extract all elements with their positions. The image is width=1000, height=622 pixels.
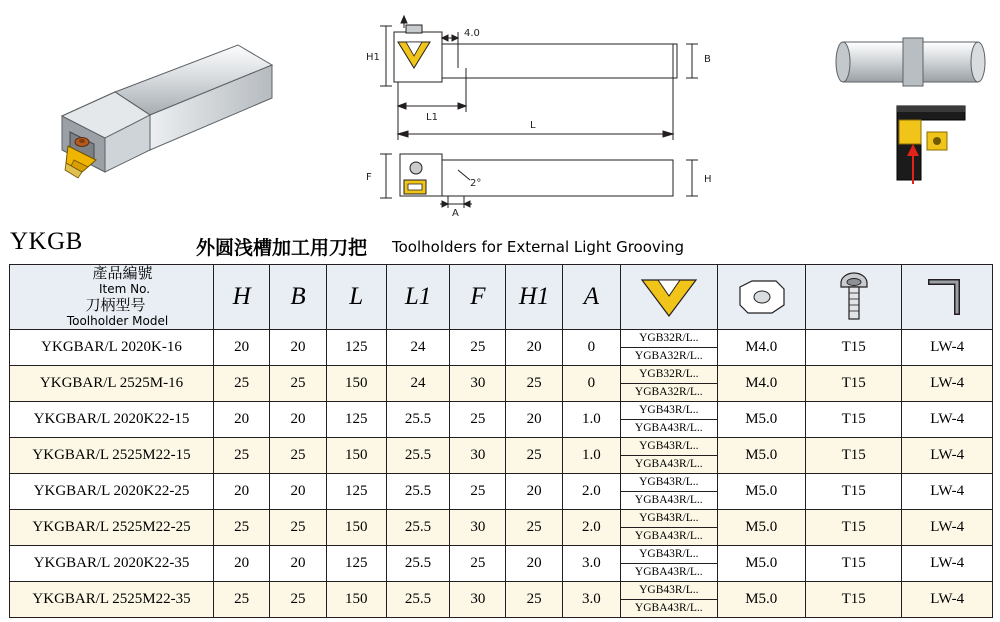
cell-a: 1.0 xyxy=(562,402,620,438)
cell-screw: T15 xyxy=(805,438,901,474)
shim-icon xyxy=(718,265,805,329)
svg-text:B: B xyxy=(704,54,711,65)
cell-insert xyxy=(621,474,717,510)
cell-screw: T15 xyxy=(805,582,901,618)
cell-insert-bottom: YGBA43R/L.. xyxy=(634,601,703,614)
technical-drawing-middle xyxy=(330,8,830,219)
svg-text:2°: 2° xyxy=(470,178,482,189)
cell-insert-top: YGB32R/L.. xyxy=(621,330,716,348)
cell-h1: 25 xyxy=(506,582,562,618)
cell-insert-top: YGB43R/L.. xyxy=(621,438,716,456)
cell-a: 1.0 xyxy=(562,438,620,474)
cell-h: 25 xyxy=(214,438,270,474)
svg-text:L1: L1 xyxy=(426,112,438,123)
cell-screw: T15 xyxy=(805,330,901,366)
cell-l1: 25.5 xyxy=(386,510,449,546)
series-title-chinese: 外圆浅槽加工用刀把 xyxy=(196,237,368,259)
cell-l1: 25.5 xyxy=(386,438,449,474)
cell-insert xyxy=(621,510,717,546)
cell-insert-bottom: YGBA43R/L.. xyxy=(634,421,703,434)
table-row xyxy=(10,474,993,510)
screw-icon xyxy=(806,265,901,329)
cell-model: YKGBAR/L 2525M22-35 xyxy=(10,582,214,618)
table-body xyxy=(10,330,993,618)
cell-insert-bottom: YGBA43R/L.. xyxy=(634,565,703,578)
header-insert xyxy=(621,265,717,330)
cell-h1: 25 xyxy=(506,438,562,474)
cell-model: YKGBAR/L 2525M22-15 xyxy=(10,438,214,474)
cell-insert xyxy=(621,366,717,402)
cell-insert-top: YGB43R/L.. xyxy=(621,402,716,420)
cell-b: 25 xyxy=(270,510,326,546)
cell-h: 20 xyxy=(214,474,270,510)
cell-l: 125 xyxy=(326,330,386,366)
cell-f: 25 xyxy=(450,402,506,438)
cell-f: 25 xyxy=(450,474,506,510)
cell-f: 30 xyxy=(450,510,506,546)
cell-shim: M5.0 xyxy=(717,402,805,438)
section-title xyxy=(0,228,1000,264)
cell-insert-bottom: YGBA43R/L.. xyxy=(634,457,703,470)
cell-h1: 20 xyxy=(506,474,562,510)
cell-l1: 24 xyxy=(386,366,449,402)
cell-h1: 20 xyxy=(506,402,562,438)
cell-insert xyxy=(621,582,717,618)
table-row xyxy=(10,546,993,582)
cell-model: YKGBAR/L 2020K22-25 xyxy=(10,474,214,510)
cell-shim: M5.0 xyxy=(717,510,805,546)
application-illustration-right xyxy=(835,20,995,200)
cell-model: YKGBAR/L 2020K-16 xyxy=(10,330,214,366)
cell-h1: 25 xyxy=(506,366,562,402)
cell-a: 0 xyxy=(562,366,620,402)
cell-f: 30 xyxy=(450,438,506,474)
cell-h: 20 xyxy=(214,402,270,438)
cell-a: 0 xyxy=(562,330,620,366)
cell-h1: 25 xyxy=(506,510,562,546)
cell-h: 25 xyxy=(214,510,270,546)
cell-insert xyxy=(621,402,717,438)
cell-l: 150 xyxy=(326,438,386,474)
toolholder-3d-left-illustration xyxy=(10,20,310,210)
table-row xyxy=(10,366,993,402)
cell-screw: T15 xyxy=(805,366,901,402)
header-f: F xyxy=(450,265,506,330)
cell-insert-bottom: YGBA32R/L.. xyxy=(634,349,703,362)
cell-h: 20 xyxy=(214,546,270,582)
cell-l1: 24 xyxy=(386,330,449,366)
header-h1: H1 xyxy=(506,265,562,330)
header-item-no xyxy=(10,265,214,330)
cell-insert-top: YGB43R/L.. xyxy=(621,510,716,528)
cell-b: 20 xyxy=(270,474,326,510)
cell-b: 25 xyxy=(270,438,326,474)
cell-l1: 25.5 xyxy=(386,546,449,582)
series-title-english: Toolholders for External Light Grooving xyxy=(392,238,684,256)
svg-text:F: F xyxy=(366,172,372,183)
cell-shim: M5.0 xyxy=(717,438,805,474)
cell-l1: 25.5 xyxy=(386,474,449,510)
header-h: H xyxy=(214,265,270,330)
cell-insert-top: YGB43R/L.. xyxy=(621,474,716,492)
cell-wrench: LW-4 xyxy=(902,438,993,474)
svg-text:L: L xyxy=(530,120,536,131)
cell-screw: T15 xyxy=(805,402,901,438)
cell-shim: M5.0 xyxy=(717,474,805,510)
header-b: B xyxy=(270,265,326,330)
cell-f: 30 xyxy=(450,582,506,618)
cell-model: YKGBAR/L 2020K22-15 xyxy=(10,402,214,438)
cell-insert-top: YGB43R/L.. xyxy=(621,546,716,564)
cell-l1: 25.5 xyxy=(386,582,449,618)
cell-a: 3.0 xyxy=(562,582,620,618)
table-header-row xyxy=(10,265,993,330)
series-code: YKGB xyxy=(10,228,83,255)
cell-a: 2.0 xyxy=(562,510,620,546)
cell-b: 20 xyxy=(270,546,326,582)
header-l: L xyxy=(326,265,386,330)
cell-wrench: LW-4 xyxy=(902,402,993,438)
svg-text:H: H xyxy=(704,174,712,185)
cell-a: 2.0 xyxy=(562,474,620,510)
cell-screw: T15 xyxy=(805,510,901,546)
cell-f: 25 xyxy=(450,330,506,366)
header-wrench xyxy=(902,265,993,330)
svg-text:H1: H1 xyxy=(366,52,380,63)
cell-insert xyxy=(621,438,717,474)
cell-l: 150 xyxy=(326,366,386,402)
cell-a: 3.0 xyxy=(562,546,620,582)
cell-h: 25 xyxy=(214,366,270,402)
table-row xyxy=(10,582,993,618)
cell-wrench: LW-4 xyxy=(902,366,993,402)
cell-wrench: LW-4 xyxy=(902,510,993,546)
specification-table xyxy=(9,264,993,618)
cell-model: YKGBAR/L 2525M-16 xyxy=(10,366,214,402)
cell-l: 150 xyxy=(326,582,386,618)
cell-insert xyxy=(621,546,717,582)
cell-h: 25 xyxy=(214,582,270,618)
table-row xyxy=(10,330,993,366)
illustration-area xyxy=(0,0,1000,228)
cell-l: 125 xyxy=(326,402,386,438)
cell-insert xyxy=(621,330,717,366)
insert-icon xyxy=(621,265,716,329)
cell-l: 125 xyxy=(326,546,386,582)
wrench-icon xyxy=(902,265,992,329)
cell-shim: M4.0 xyxy=(717,366,805,402)
cell-insert-bottom: YGBA43R/L.. xyxy=(634,529,703,542)
cell-shim: M5.0 xyxy=(717,546,805,582)
cell-insert-bottom: YGBA43R/L.. xyxy=(634,493,703,506)
header-model-en: Toolholder Model xyxy=(66,314,169,328)
cell-wrench: LW-4 xyxy=(902,330,993,366)
svg-text:4.0: 4.0 xyxy=(464,28,480,39)
cell-wrench: LW-4 xyxy=(902,582,993,618)
cell-insert-top: YGB32R/L.. xyxy=(621,366,716,384)
cell-shim: M4.0 xyxy=(717,330,805,366)
cell-b: 20 xyxy=(270,402,326,438)
cell-insert-bottom: YGBA32R/L.. xyxy=(634,385,703,398)
cell-h1: 20 xyxy=(506,330,562,366)
cell-l1: 25.5 xyxy=(386,402,449,438)
header-a: A xyxy=(562,265,620,330)
table-row xyxy=(10,402,993,438)
header-item-no-en: Item No. xyxy=(98,282,151,296)
cell-f: 30 xyxy=(450,366,506,402)
cell-h: 20 xyxy=(214,330,270,366)
cell-h1: 20 xyxy=(506,546,562,582)
header-screw xyxy=(805,265,901,330)
cell-f: 25 xyxy=(450,546,506,582)
cell-l: 150 xyxy=(326,510,386,546)
cell-l: 125 xyxy=(326,474,386,510)
cell-screw: T15 xyxy=(805,546,901,582)
cell-model: YKGBAR/L 2020K22-35 xyxy=(10,546,214,582)
cell-wrench: LW-4 xyxy=(902,546,993,582)
cell-shim: M5.0 xyxy=(717,582,805,618)
header-shim xyxy=(717,265,805,330)
cell-insert-top: YGB43R/L.. xyxy=(621,582,716,600)
cell-b: 25 xyxy=(270,366,326,402)
header-item-no-cn: 產品編號 xyxy=(92,264,153,282)
cell-screw: T15 xyxy=(805,474,901,510)
svg-text:A: A xyxy=(452,208,459,219)
cell-model: YKGBAR/L 2525M22-25 xyxy=(10,510,214,546)
table-row xyxy=(10,510,993,546)
header-l1: L1 xyxy=(386,265,449,330)
header-model-cn: 刀柄型号 xyxy=(85,296,146,314)
cell-b: 25 xyxy=(270,582,326,618)
cell-b: 20 xyxy=(270,330,326,366)
table-row xyxy=(10,438,993,474)
cell-wrench: LW-4 xyxy=(902,474,993,510)
